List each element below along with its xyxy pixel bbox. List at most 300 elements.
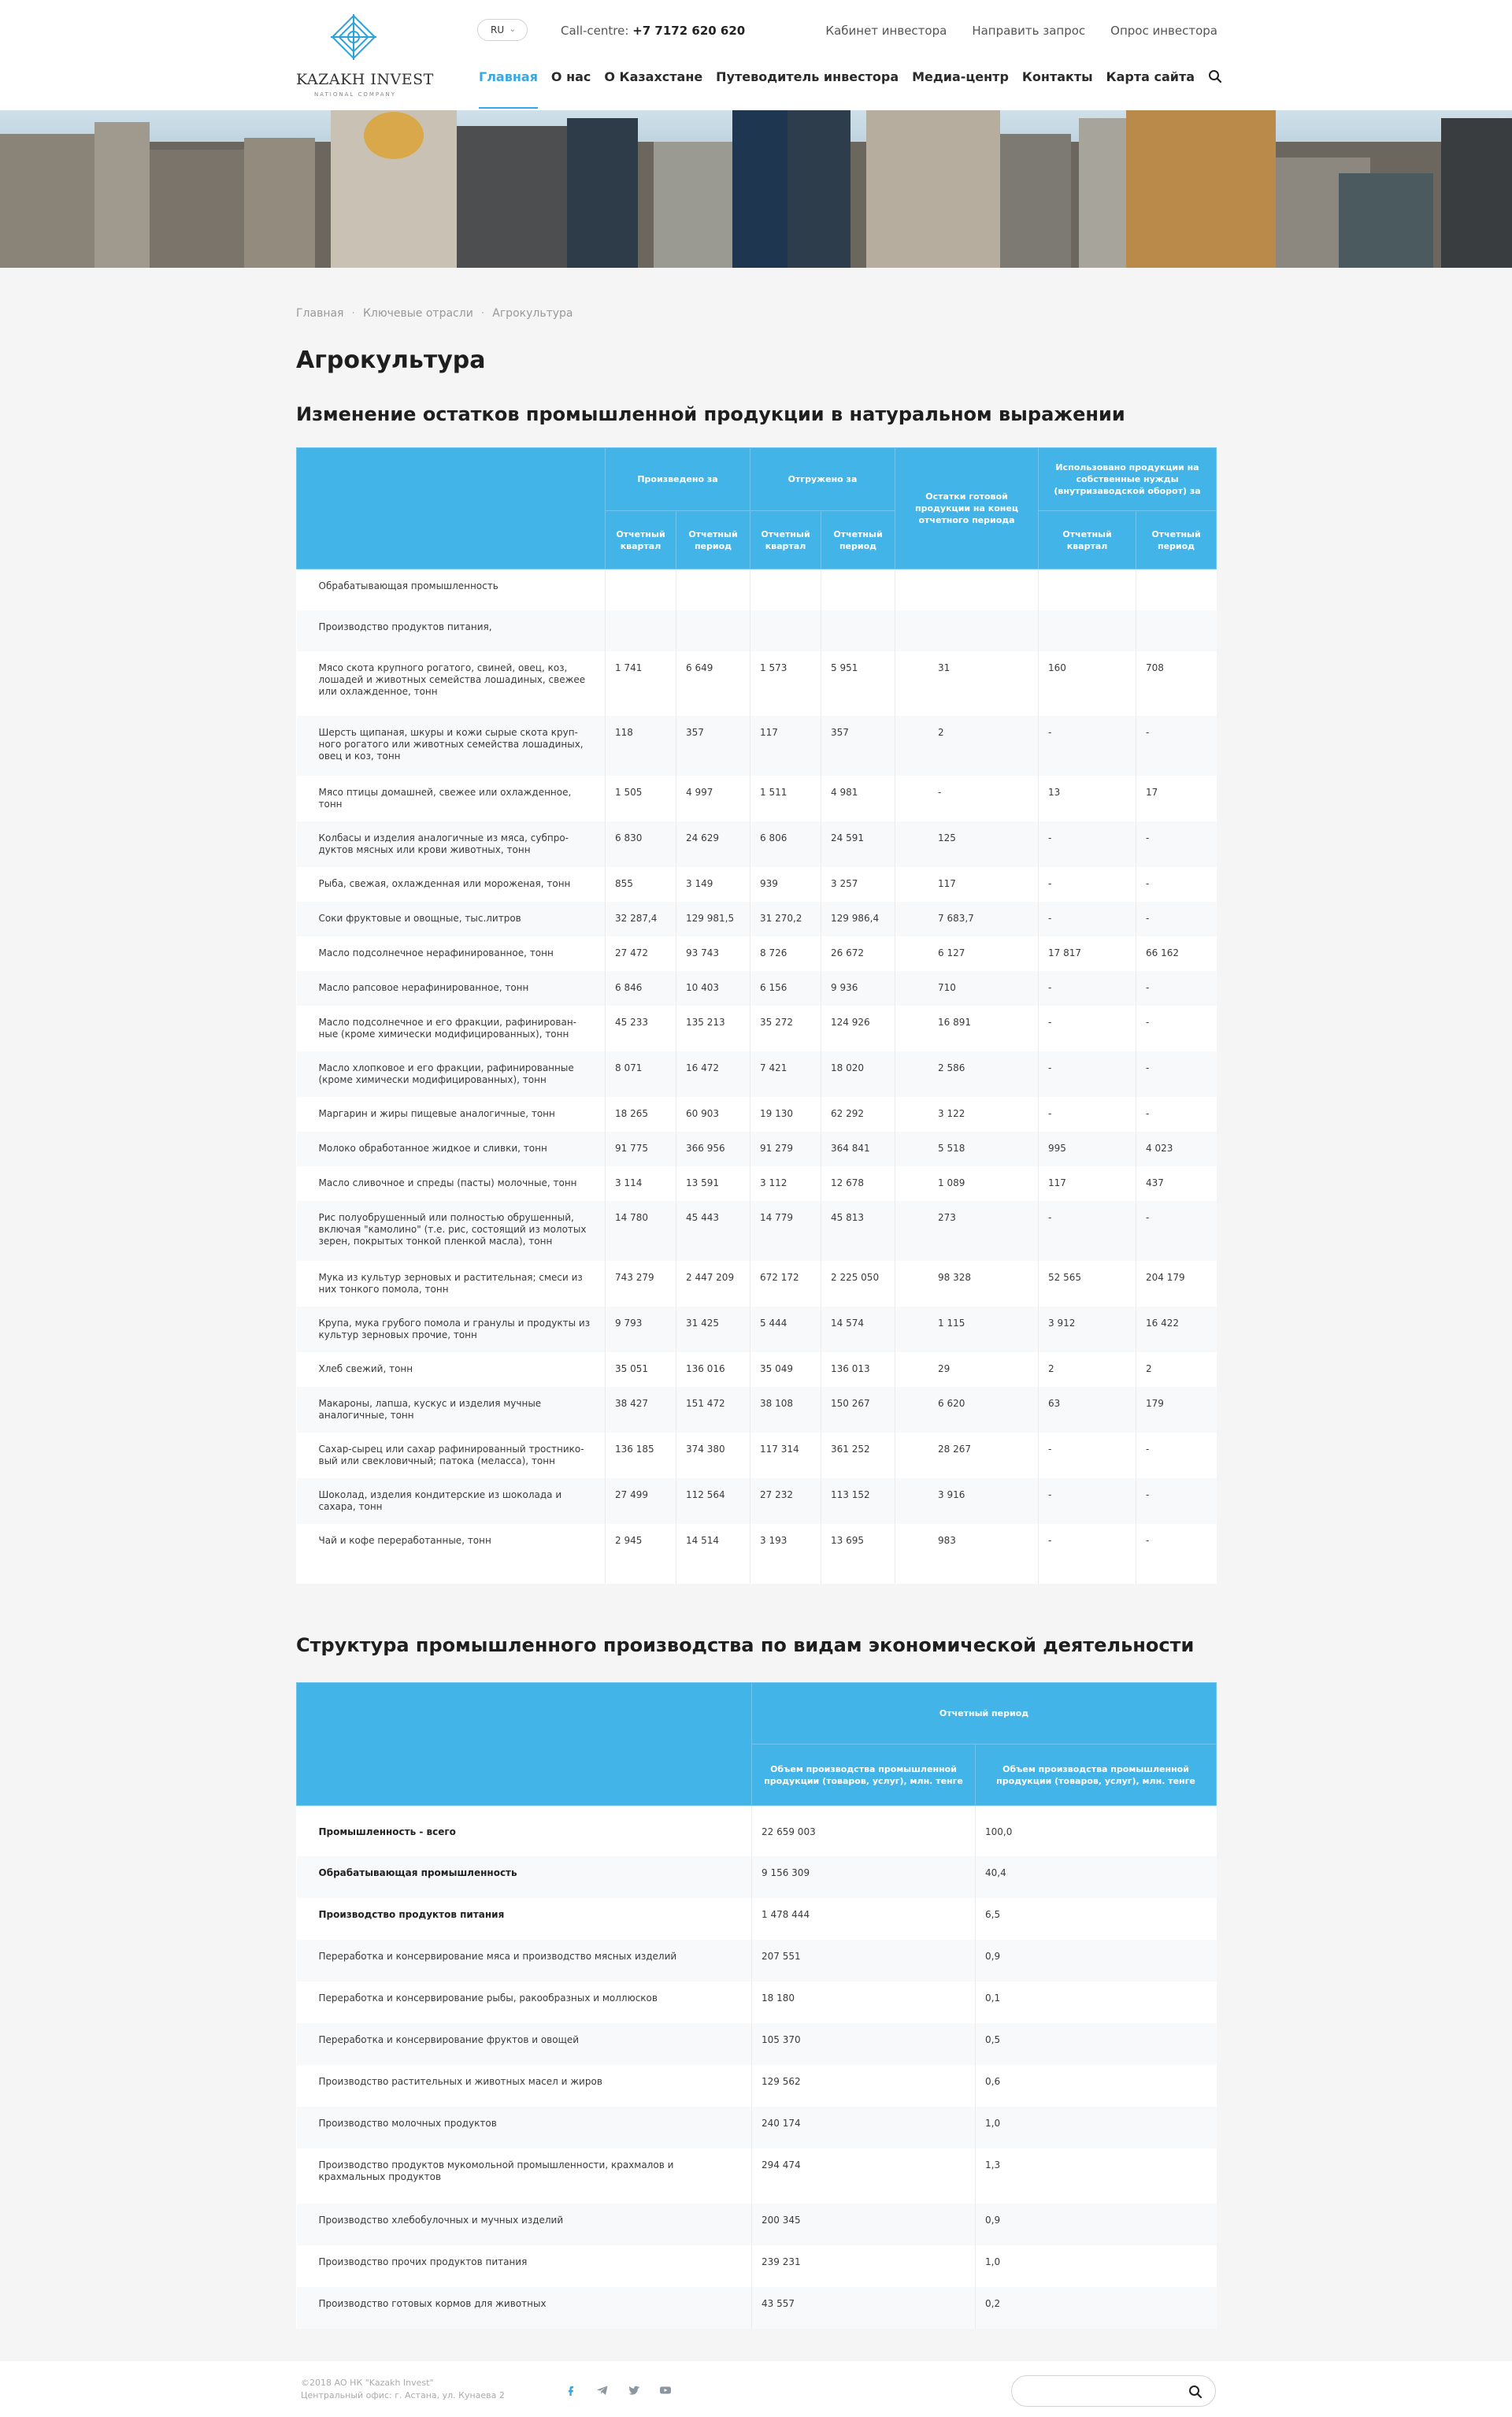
product-name-cell: Мясо скота крупного рогатого, свиней, овец, коз, лошадей и животных семейства лошадиных, свежее или охлажденное, тонн bbox=[318, 662, 586, 697]
value-cell: 8 726 bbox=[750, 936, 821, 971]
value-cell: 117 bbox=[750, 716, 821, 776]
value-cell: 1 573 bbox=[750, 651, 821, 716]
value-cell bbox=[676, 569, 750, 610]
value-cell: - bbox=[1039, 1097, 1136, 1132]
activity-name-cell: Переработка и консервирование рыбы, ракообразных и моллюсков bbox=[318, 1992, 658, 2004]
value-cell bbox=[676, 610, 750, 651]
top-links bbox=[825, 24, 1217, 38]
value-cell: 273 bbox=[895, 1201, 1039, 1261]
table-row bbox=[297, 610, 1217, 651]
value-cell: 2 bbox=[1039, 1352, 1136, 1387]
office-address: Центральный офис: г. Астана, ул. Кунаева 2 bbox=[301, 2390, 505, 2400]
product-name-cell: Молоко обработанное жидкое и сливки, тонн bbox=[297, 1132, 606, 1166]
value-cell: 135 213 bbox=[676, 1006, 750, 1051]
value-cell: 374 380 bbox=[676, 1433, 750, 1478]
activity-name-cell: Обрабатывающая промышленность bbox=[297, 1856, 752, 1898]
value-cell: 6 806 bbox=[750, 821, 821, 867]
product-name-cell: Рыба, свежая, охлажденная или мороженая, тонн bbox=[318, 877, 571, 889]
value-cell: 361 252 bbox=[821, 1433, 895, 1478]
table-row bbox=[297, 1051, 1217, 1097]
value-cell: 100,0 bbox=[976, 1806, 1217, 1856]
table1-title: Изменение остатков промышленной продукции в натуральном выражении bbox=[296, 403, 1125, 425]
value-cell: 7 421 bbox=[750, 1051, 821, 1097]
value-cell: 160 bbox=[1039, 651, 1136, 716]
product-name-cell: Колбасы и изделия аналогичные из мяса, субпро- дуктов мясных или крови животных, тонн bbox=[297, 821, 606, 867]
value-cell: 207 551 bbox=[752, 1940, 976, 1981]
twitter-icon[interactable] bbox=[627, 2383, 641, 2397]
table-row bbox=[297, 902, 1217, 936]
value-cell: 45 813 bbox=[821, 1201, 895, 1261]
value-cell: 43 557 bbox=[752, 2287, 976, 2329]
value-cell: 27 499 bbox=[606, 1478, 676, 1524]
table2-title: Структура промышленного производства по видам экономической деятельности bbox=[296, 1634, 1195, 1656]
breadcrumb-separator: · bbox=[480, 307, 485, 320]
product-name-cell: Маргарин и жиры пищевые аналогичные, тонн bbox=[318, 1107, 555, 1119]
value-cell: 5 444 bbox=[750, 1307, 821, 1352]
table-row bbox=[297, 2287, 1217, 2329]
value-cell: 13 695 bbox=[821, 1524, 895, 1570]
table-row bbox=[297, 1201, 1217, 1261]
value-cell: 117 314 bbox=[750, 1433, 821, 1478]
value-cell: 16 422 bbox=[1136, 1307, 1217, 1352]
value-cell: 28 267 bbox=[895, 1433, 1039, 1478]
table-row bbox=[297, 1478, 1217, 1524]
link-investor-cabinet[interactable]: Кабинет инвестора bbox=[825, 24, 947, 38]
value-cell: 129 986,4 bbox=[821, 902, 895, 936]
value-cell: 18 180 bbox=[752, 1981, 976, 2023]
value-cell: 939 bbox=[750, 867, 821, 902]
table-row bbox=[297, 2065, 1217, 2107]
value-cell: 2 225 050 bbox=[821, 1261, 895, 1307]
value-cell: 357 bbox=[676, 716, 750, 776]
value-cell: 112 564 bbox=[676, 1478, 750, 1524]
telegram-icon[interactable] bbox=[595, 2383, 610, 2397]
table-row bbox=[297, 1387, 1217, 1433]
value-cell: 12 678 bbox=[821, 1166, 895, 1201]
value-cell: - bbox=[1039, 1524, 1136, 1570]
value-cell: 6 830 bbox=[606, 821, 676, 867]
page-title: Агрокультура bbox=[296, 347, 486, 374]
value-cell: - bbox=[1039, 821, 1136, 867]
call-centre-label: Call-centre: bbox=[561, 24, 629, 38]
value-cell: 6 156 bbox=[750, 971, 821, 1006]
value-cell: 31 270,2 bbox=[750, 902, 821, 936]
search-icon[interactable] bbox=[1188, 2385, 1203, 2399]
value-cell: 1 511 bbox=[750, 776, 821, 821]
value-cell: 31 425 bbox=[676, 1307, 750, 1352]
header-period: Отчетный период bbox=[821, 511, 895, 569]
table-row bbox=[297, 936, 1217, 971]
value-cell: 2 447 209 bbox=[676, 1261, 750, 1307]
activity-name-cell: Производство хлебобулочных и мучных изделий bbox=[297, 2204, 752, 2245]
value-cell: 16 891 bbox=[895, 1006, 1039, 1051]
value-cell: 2 586 bbox=[895, 1051, 1039, 1097]
value-cell: - bbox=[1136, 1097, 1217, 1132]
nav-about[interactable]: О нас bbox=[550, 69, 591, 84]
value-cell bbox=[895, 569, 1039, 610]
value-cell bbox=[1136, 569, 1217, 610]
value-cell: 5 518 bbox=[895, 1132, 1039, 1166]
link-send-request[interactable]: Направить запрос bbox=[972, 24, 1086, 38]
value-cell: 1 505 bbox=[606, 776, 676, 821]
activity-name-cell: Производство продуктов питания bbox=[318, 1908, 505, 1920]
value-cell: 364 841 bbox=[821, 1132, 895, 1166]
value-cell: 19 130 bbox=[750, 1097, 821, 1132]
value-cell: 10 403 bbox=[676, 971, 750, 1006]
table-row bbox=[297, 2148, 1217, 2204]
value-cell: 240 174 bbox=[752, 2107, 976, 2148]
value-cell: 125 bbox=[895, 821, 1039, 867]
product-name-cell: Сахар-сырец или сахар рафинированный тростнико- вый или свекловичный; патока (меласса), тонн bbox=[318, 1443, 584, 1466]
value-cell: - bbox=[1136, 1478, 1217, 1524]
header-quarter: Отчетный квартал bbox=[750, 511, 821, 569]
value-cell bbox=[821, 610, 895, 651]
table-row bbox=[297, 651, 1217, 716]
value-cell: - bbox=[1136, 821, 1217, 867]
value-cell: - bbox=[1136, 1006, 1217, 1051]
value-cell: 995 bbox=[1039, 1132, 1136, 1166]
value-cell: 1 115 bbox=[895, 1307, 1039, 1352]
table-row bbox=[297, 1524, 1217, 1570]
product-name-cell: Шоколад, изделия кондитерские из шоколада и сахара, тонн bbox=[297, 1478, 606, 1524]
value-cell: 708 bbox=[1136, 651, 1217, 716]
stock-change-table bbox=[296, 447, 1217, 1584]
value-cell: 40,4 bbox=[976, 1856, 1217, 1898]
value-cell: 136 185 bbox=[606, 1433, 676, 1478]
city-banner bbox=[0, 110, 1512, 268]
header-shipped: Отгружено за bbox=[750, 448, 895, 511]
value-cell: 16 472 bbox=[676, 1051, 750, 1097]
product-name-cell: Чай и кофе переработанные, тонн bbox=[318, 1534, 491, 1546]
header-period: Отчетный период bbox=[676, 511, 750, 569]
call-centre bbox=[561, 24, 745, 38]
activity-name-cell: Производство растительных и животных масел и жиров bbox=[318, 2075, 602, 2087]
table-row bbox=[297, 2023, 1217, 2065]
value-cell: 0,2 bbox=[976, 2287, 1217, 2329]
value-cell bbox=[821, 569, 895, 610]
nav-kazakhstan[interactable]: О Казахстане bbox=[604, 69, 703, 84]
main-nav bbox=[479, 69, 1222, 84]
table-row bbox=[297, 2204, 1217, 2245]
city-skyline-image bbox=[0, 110, 1512, 268]
product-name-cell: Масло подсолнечное и его фракции, рафинирован- ные (кроме химически модифицированных), тонн bbox=[318, 1016, 576, 1040]
value-cell: 1 741 bbox=[606, 651, 676, 716]
value-cell: 38 108 bbox=[750, 1387, 821, 1433]
facebook-icon[interactable] bbox=[564, 2383, 578, 2397]
site-footer bbox=[0, 2361, 1512, 2417]
value-cell: 2 945 bbox=[606, 1524, 676, 1570]
value-cell: 4 981 bbox=[821, 776, 895, 821]
value-cell: 743 279 bbox=[606, 1261, 676, 1307]
value-cell: 91 775 bbox=[606, 1132, 676, 1166]
table-row bbox=[297, 1433, 1217, 1478]
value-cell: 117 bbox=[1039, 1166, 1136, 1201]
value-cell: 6 846 bbox=[606, 971, 676, 1006]
value-cell: 105 370 bbox=[752, 2023, 976, 2065]
value-cell: 14 514 bbox=[676, 1524, 750, 1570]
product-name-cell: Масло подсолнечное нерафинированное, тонн bbox=[318, 947, 554, 958]
table-row bbox=[297, 1806, 1217, 1856]
value-cell: - bbox=[1136, 1201, 1217, 1261]
table-row bbox=[297, 1898, 1217, 1940]
value-cell: 14 779 bbox=[750, 1201, 821, 1261]
value-cell: 3 149 bbox=[676, 867, 750, 902]
table-row bbox=[297, 2107, 1217, 2148]
value-cell: 63 bbox=[1039, 1387, 1136, 1433]
social-links bbox=[564, 2383, 673, 2397]
value-cell bbox=[895, 610, 1039, 651]
table-row bbox=[297, 1097, 1217, 1132]
table-row bbox=[297, 1166, 1217, 1201]
footer-copyright bbox=[301, 2377, 505, 2402]
value-cell: 2 bbox=[895, 716, 1039, 776]
value-cell: 27 232 bbox=[750, 1478, 821, 1524]
value-cell: 27 472 bbox=[606, 936, 676, 971]
value-cell: - bbox=[1039, 971, 1136, 1006]
value-cell: 13 bbox=[1039, 776, 1136, 821]
value-cell bbox=[750, 569, 821, 610]
table-row bbox=[297, 1940, 1217, 1981]
product-name-cell: Крупа, мука грубого помола и гранулы и продукты из культур зерновых прочие, тонн bbox=[297, 1307, 606, 1352]
value-cell: 0,9 bbox=[976, 2204, 1217, 2245]
value-cell: 1,3 bbox=[976, 2148, 1217, 2204]
value-cell: 3 122 bbox=[895, 1097, 1039, 1132]
product-name-cell: Производство продуктов питания, bbox=[297, 610, 606, 651]
breadcrumb-home[interactable]: Главная bbox=[296, 307, 344, 320]
language-selector[interactable] bbox=[477, 19, 528, 41]
value-cell: 3 912 bbox=[1039, 1307, 1136, 1352]
header-stock: Остатки готовой продукции на конец отчетного периода bbox=[895, 448, 1039, 569]
value-cell: - bbox=[1136, 867, 1217, 902]
value-cell: 45 233 bbox=[606, 1006, 676, 1051]
value-cell: 18 020 bbox=[821, 1051, 895, 1097]
value-cell: 35 272 bbox=[750, 1006, 821, 1051]
product-name-cell: Мясо птицы домашней, свежее или охлажденное, тонн bbox=[318, 786, 572, 810]
value-cell: - bbox=[1039, 1201, 1136, 1261]
value-cell: 151 472 bbox=[676, 1387, 750, 1433]
value-cell: 26 672 bbox=[821, 936, 895, 971]
value-cell: 1 478 444 bbox=[752, 1898, 976, 1940]
value-cell: 38 427 bbox=[606, 1387, 676, 1433]
product-name-cell: Мука из культур зерновых и растительная; смеси из них тонкого помола, тонн bbox=[318, 1271, 583, 1295]
product-name-cell: Шерсть щипаная, шкуры и кожи сырые скота круп- ного рогатого или животных семейства лошадиных, овец и коз, тонн bbox=[297, 716, 606, 776]
nav-contacts[interactable]: Контакты bbox=[1021, 69, 1093, 84]
value-cell: 62 292 bbox=[821, 1097, 895, 1132]
value-cell: 855 bbox=[606, 867, 676, 902]
youtube-icon[interactable] bbox=[658, 2383, 673, 2397]
footer-search bbox=[1011, 2375, 1216, 2407]
call-centre-phone[interactable]: +7 7172 620 620 bbox=[632, 24, 746, 38]
value-cell: 13 591 bbox=[676, 1166, 750, 1201]
site-header bbox=[0, 0, 1512, 110]
value-cell: 6,5 bbox=[976, 1898, 1217, 1940]
activity-name-cell: Переработка и консервирование фруктов и овощей bbox=[297, 2023, 752, 2065]
value-cell: 4 997 bbox=[676, 776, 750, 821]
value-cell: 200 345 bbox=[752, 2204, 976, 2245]
value-cell: 17 817 bbox=[1039, 936, 1136, 971]
value-cell: 2 bbox=[1136, 1352, 1217, 1387]
value-cell: 91 279 bbox=[750, 1132, 821, 1166]
value-cell: 117 bbox=[895, 867, 1039, 902]
table-row bbox=[297, 776, 1217, 821]
value-cell: 29 bbox=[895, 1352, 1039, 1387]
table-row bbox=[297, 569, 1217, 610]
table-row bbox=[297, 1006, 1217, 1051]
value-cell bbox=[1039, 569, 1136, 610]
value-cell: 357 bbox=[821, 716, 895, 776]
value-cell: - bbox=[1039, 902, 1136, 936]
value-cell: 18 265 bbox=[606, 1097, 676, 1132]
language-value: RU bbox=[491, 24, 505, 35]
value-cell: 35 049 bbox=[750, 1352, 821, 1387]
value-cell: 437 bbox=[1136, 1166, 1217, 1201]
activity-name-cell: Производство прочих продуктов питания bbox=[318, 2256, 528, 2267]
value-cell: - bbox=[1039, 716, 1136, 776]
value-cell: 0,1 bbox=[976, 1981, 1217, 2023]
value-cell: 24 591 bbox=[821, 821, 895, 867]
activity-name-cell: Производство готовых кормов для животных bbox=[297, 2287, 752, 2329]
activity-name-cell: Производство молочных продуктов bbox=[297, 2107, 752, 2148]
breadcrumb bbox=[296, 307, 573, 320]
value-cell: 983 bbox=[895, 1524, 1039, 1570]
value-cell: 136 016 bbox=[676, 1352, 750, 1387]
value-cell: 24 629 bbox=[676, 821, 750, 867]
value-cell: 60 903 bbox=[676, 1097, 750, 1132]
value-cell: 0,5 bbox=[976, 2023, 1217, 2065]
value-cell: - bbox=[1136, 1051, 1217, 1097]
value-cell: - bbox=[1039, 1433, 1136, 1478]
production-structure-table bbox=[296, 1682, 1217, 2329]
header-quarter: Отчетный квартал bbox=[606, 511, 676, 569]
value-cell: - bbox=[1136, 1433, 1217, 1478]
table-row bbox=[297, 1132, 1217, 1166]
value-cell: 239 231 bbox=[752, 2245, 976, 2287]
header-period: Отчетный период bbox=[1136, 511, 1217, 569]
activity-name-cell: Производство продуктов мукомольной промышленности, крахмалов и крахмальных продуктов bbox=[318, 2159, 674, 2182]
value-cell bbox=[606, 569, 676, 610]
link-investor-survey[interactable]: Опрос инвестора bbox=[1110, 24, 1217, 38]
value-cell: 14 780 bbox=[606, 1201, 676, 1261]
value-cell: 1 089 bbox=[895, 1166, 1039, 1201]
header-report-period: Отчетный период bbox=[752, 1683, 1217, 1744]
product-name-cell: Рис полуобрушенный или полностью обрушенный, включая "камолино" (т.е. рис, состоящий из молотых зерен, покрытых тонкой пленкой масла), тонн bbox=[297, 1201, 606, 1261]
value-cell: 0,6 bbox=[976, 2065, 1217, 2107]
product-name-cell: Соки фруктовые и овощные, тыс.литров bbox=[297, 902, 606, 936]
value-cell: 9 936 bbox=[821, 971, 895, 1006]
value-cell: 66 162 bbox=[1136, 936, 1217, 971]
table-row bbox=[297, 971, 1217, 1006]
product-name-cell: Масло сливочное и спреды (пасты) молочные, тонн bbox=[318, 1177, 577, 1188]
nav-media[interactable]: Медиа-центр bbox=[912, 69, 1009, 84]
value-cell: 129 562 bbox=[752, 2065, 976, 2107]
value-cell: - bbox=[1039, 1051, 1136, 1097]
value-cell: 5 951 bbox=[821, 651, 895, 716]
value-cell: 8 071 bbox=[606, 1051, 676, 1097]
value-cell: 14 574 bbox=[821, 1307, 895, 1352]
table-row bbox=[297, 1352, 1217, 1387]
value-cell: 6 649 bbox=[676, 651, 750, 716]
product-name-cell: Масло хлопковое и его фракции, рафинированные (кроме химически модифицированных), тонн bbox=[297, 1051, 606, 1097]
breadcrumb-current: Агрокультура bbox=[492, 307, 573, 320]
logo-emblem-icon bbox=[328, 11, 380, 63]
header-product bbox=[297, 448, 606, 569]
table-row bbox=[297, 1307, 1217, 1352]
table-row bbox=[297, 1856, 1217, 1898]
nav-sitemap[interactable]: Карта сайта bbox=[1106, 69, 1195, 84]
value-cell: 98 328 bbox=[895, 1261, 1039, 1307]
search-icon[interactable] bbox=[1208, 69, 1222, 83]
value-cell: 136 013 bbox=[821, 1352, 895, 1387]
value-cell: 3 193 bbox=[750, 1524, 821, 1570]
value-cell: 118 bbox=[606, 716, 676, 776]
product-name-cell: Масло рапсовое нерафинированное, тонн bbox=[297, 971, 606, 1006]
header-volume-share: Объем производства промышленной продукции (товаров, услуг), млн. тенге bbox=[976, 1744, 1217, 1806]
footer-search-input[interactable] bbox=[1026, 2382, 1184, 2400]
value-cell: 3 112 bbox=[750, 1166, 821, 1201]
nav-home[interactable]: Главная bbox=[479, 69, 538, 84]
value-cell: 22 659 003 bbox=[752, 1806, 976, 1856]
value-cell: - bbox=[1039, 1006, 1136, 1051]
value-cell: 4 023 bbox=[1136, 1132, 1217, 1166]
value-cell: 52 565 bbox=[1039, 1261, 1136, 1307]
activity-name-cell: Переработка и консервирование мяса и производство мясных изделий bbox=[297, 1940, 752, 1981]
table-row bbox=[297, 716, 1217, 776]
value-cell: 113 152 bbox=[821, 1478, 895, 1524]
value-cell bbox=[1136, 610, 1217, 651]
table-row bbox=[297, 1261, 1217, 1307]
value-cell: 9 156 309 bbox=[752, 1856, 976, 1898]
value-cell: - bbox=[1136, 1524, 1217, 1570]
value-cell: 204 179 bbox=[1136, 1261, 1217, 1307]
value-cell: 124 926 bbox=[821, 1006, 895, 1051]
value-cell: 93 743 bbox=[676, 936, 750, 971]
activity-name-cell: Промышленность - всего bbox=[318, 1826, 456, 1837]
value-cell: 710 bbox=[895, 971, 1039, 1006]
logo-subtitle: NATIONAL COMPANY bbox=[314, 91, 396, 98]
value-cell: - bbox=[1136, 902, 1217, 936]
value-cell: 1,0 bbox=[976, 2245, 1217, 2287]
table-row bbox=[297, 867, 1217, 902]
value-cell: 9 793 bbox=[606, 1307, 676, 1352]
header-volume: Объем производства промышленной продукции (товаров, услуг), млн. тенге bbox=[752, 1744, 976, 1806]
breadcrumb-separator: · bbox=[351, 307, 355, 320]
breadcrumb-key-sectors[interactable]: Ключевые отрасли bbox=[362, 307, 473, 320]
value-cell: 45 443 bbox=[676, 1201, 750, 1261]
value-cell: - bbox=[895, 776, 1039, 821]
table-row bbox=[297, 821, 1217, 867]
product-name-cell: Макароны, лапша, кускус и изделия мучные аналогичные, тонн bbox=[297, 1387, 606, 1433]
copyright-text: ©2018 АО НК "Kazakh Invest" bbox=[301, 2378, 434, 2388]
logo-name: KAZAKH INVEST bbox=[296, 71, 434, 88]
value-cell: 17 bbox=[1136, 776, 1217, 821]
value-cell: - bbox=[1039, 1478, 1136, 1524]
value-cell: 35 051 bbox=[606, 1352, 676, 1387]
table-padding-row bbox=[297, 1570, 1217, 1584]
header-used: Использовано продукции на собственные нужды (внутризаводской оборот) за bbox=[1039, 448, 1217, 511]
nav-investor-guide[interactable]: Путеводитель инвестора bbox=[716, 69, 899, 84]
value-cell: 3 916 bbox=[895, 1478, 1039, 1524]
table-row bbox=[297, 2245, 1217, 2287]
table-row bbox=[297, 1981, 1217, 2023]
value-cell: - bbox=[1136, 716, 1217, 776]
header-quarter: Отчетный квартал bbox=[1039, 511, 1136, 569]
value-cell: 6 620 bbox=[895, 1387, 1039, 1433]
value-cell: 179 bbox=[1136, 1387, 1217, 1433]
product-name-cell: Хлеб свежий, тонн bbox=[318, 1362, 413, 1374]
value-cell: 3 114 bbox=[606, 1166, 676, 1201]
value-cell: 1,0 bbox=[976, 2107, 1217, 2148]
value-cell bbox=[606, 610, 676, 651]
